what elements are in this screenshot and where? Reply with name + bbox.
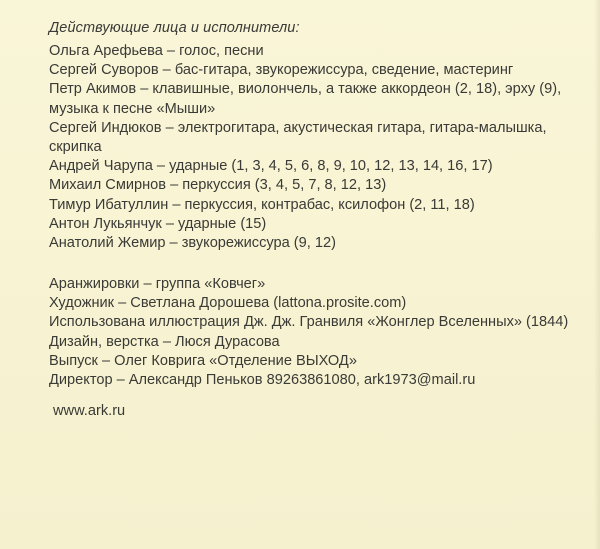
production-list bbox=[49, 275, 568, 390]
credit-line: скрипка bbox=[49, 139, 102, 156]
credit-line: музыка к песне «Мыши» bbox=[49, 100, 216, 117]
credits-heading: Действующие лица и исполнители: bbox=[49, 20, 300, 36]
production-line: Выпуск – Олег Коврига «Отделение ВЫХОД» bbox=[49, 352, 357, 369]
credit-line: Михаил Смирнов – перкуссия (3, 4, 5, 7, 8, 12, 13) bbox=[49, 177, 387, 194]
page-edge-shadow bbox=[594, 0, 600, 549]
production-line: Аранжировки – группа «Ковчег» bbox=[49, 276, 266, 292]
credit-line: Сергей Суворов – бас-гитара, звукорежиссура, сведение, мастеринг bbox=[49, 62, 514, 79]
credit-line: Петр Акимов – клавишные, виолончель, а также аккордеон (2, 18), эрху (9), bbox=[49, 81, 562, 98]
production-line: Художник – Светлана Дорошева (lattona.prosite.com) bbox=[49, 295, 407, 312]
production-line: Использована иллюстрация Дж. Дж. Гранвиля «Жонглер Вселенных» (1844) bbox=[49, 314, 569, 331]
credit-line: Тимур Ибатуллин – перкуссия, контрабас, ксилофон (2, 11, 18) bbox=[49, 196, 475, 213]
performers-list bbox=[49, 42, 561, 253]
credit-line: Ольга Арефьева – голос, песни bbox=[49, 43, 264, 59]
credit-line: Сергей Индюков – электрогитара, акустическая гитара, гитара-малышка, bbox=[49, 119, 547, 136]
credit-line: Анатолий Жемир – звукорежиссура (9, 12) bbox=[49, 235, 336, 252]
website-link[interactable]: www.ark.ru bbox=[53, 403, 126, 419]
credit-line: Антон Лукьянчук – ударные (15) bbox=[49, 215, 267, 232]
production-line: Дизайн, верстка – Люся Дурасова bbox=[49, 333, 280, 350]
production-line: Директор – Александр Пеньков 89263861080, ark1973@mail.ru bbox=[49, 372, 476, 389]
credit-line: Андрей Чарупа – ударные (1, 3, 4, 5, 6, 8, 9, 10, 12, 13, 14, 16, 17) bbox=[49, 158, 493, 175]
